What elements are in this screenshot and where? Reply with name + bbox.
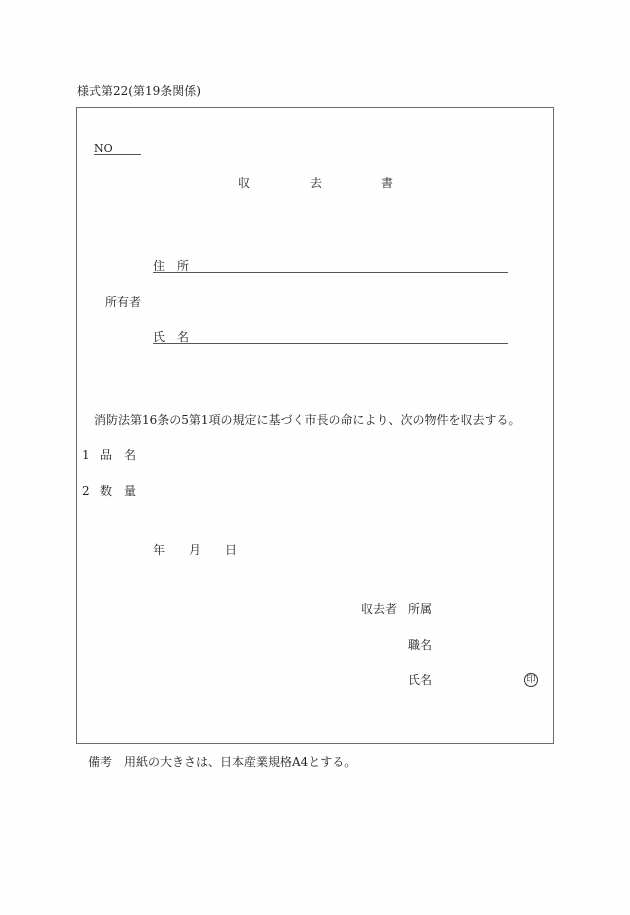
title-char-3: 書 [381,176,394,190]
owner-name-line[interactable] [153,343,508,344]
item-number-1: 1 [82,448,90,462]
item-label-2: 数 量 [100,484,137,498]
note: 備考 用紙の大きさは、日本産業規格A4とする。 [88,755,357,769]
no-underline [94,154,141,155]
owner-name-label: 氏 名 [153,330,190,344]
title-char-2: 去 [310,176,323,190]
title-char-1: 収 [238,176,251,190]
owner-address-label: 住 所 [153,259,190,273]
item-number-2: 2 [82,484,90,498]
date-month: 月 [189,543,202,557]
collector-name-label: 氏名 [408,673,433,687]
owner-address-line[interactable] [153,272,508,273]
date-day: 日 [225,543,238,557]
collector-label: 収去者 [361,602,398,616]
owner-label: 所有者 [105,295,142,309]
collector-affiliation-label: 所属 [408,602,433,616]
seal-icon: 印 [524,673,538,687]
no-label: NO [94,142,113,155]
form-number: 様式第22(第19条関係) [77,84,201,98]
date-year: 年 [153,543,166,557]
item-label-1: 品 名 [100,448,137,462]
statement: 消防法第16条の5第1項の規定に基づく市長の命により、次の物件を収去する。 [94,413,521,427]
collector-position-label: 職名 [408,638,433,652]
